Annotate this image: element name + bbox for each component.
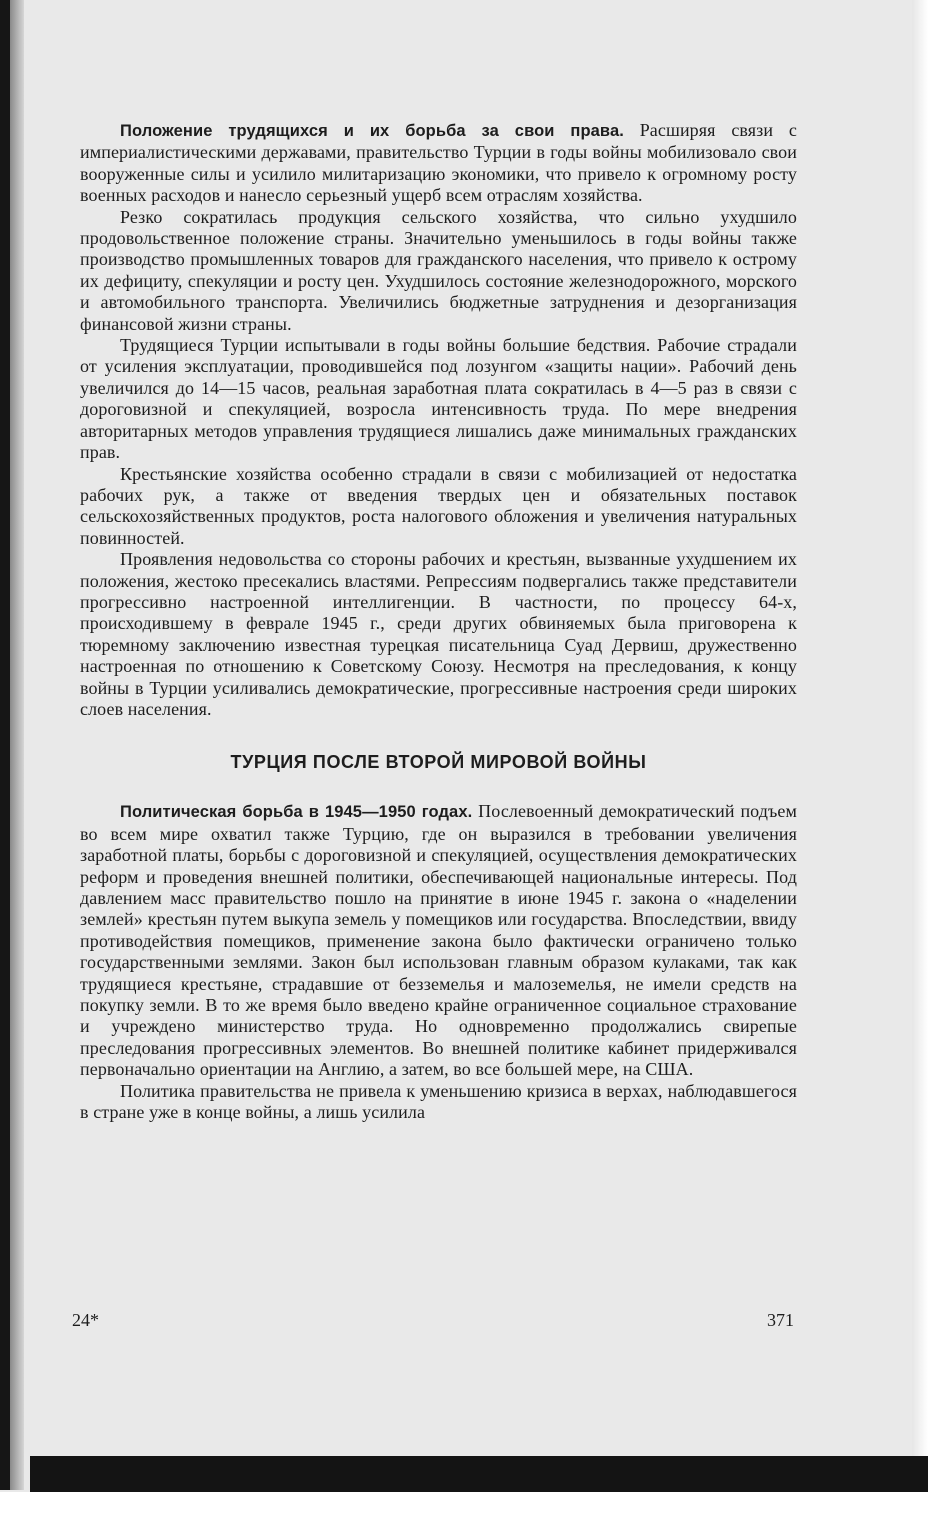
scan-bottom-shadow (30, 1456, 928, 1492)
scan-right-margin (912, 0, 928, 1532)
paragraph-text: Резко сократилась продукция сельского хозяйства, что сильно ухудшило продовольственное положение страны. Значительно уменьшилось в годы войны также производство промышленных товаров для гражданского населения, что привело к острому их дефициту, спекуляции и росту цен. Ухудшилось состояние железнодорожного, морского и автомобильного транспорта. Увеличились бюджетные затруднения и дезорганизация финансовой жизни страны. (80, 206, 797, 334)
scan-left-shadow (0, 0, 10, 1490)
paragraph-lead: Политическая борьба в 1945—1950 годах. (120, 803, 473, 822)
paragraph-text: Политика правительства не привела к уменьшению кризиса в верхах, наблюдавшегося в стране уже в конце войны, а лишь усилила (80, 1080, 797, 1123)
paragraph-lead: Положение трудящихся и их борьба за свои права. (120, 122, 624, 140)
paragraph (80, 207, 797, 335)
page-body (80, 120, 797, 1123)
paragraph-text: Проявления недовольства со стороны рабочих и крестьян, вызванные ухудшением их положения, жестоко пресекались властями. Репрессиям подвергались также представители прогрессивно настроенной интеллигенции. В частности, по процессу 64-х, происходившему в феврале 1945 г., среди других обвиняемых была приговорена к тюремному заключению известная турецкая писательница Суад Дервиш, дружественно настроенная по отношению к Советскому Союзу. Несмотря на преследования, к концу войны в Турции усиливались демократические, прогрессивные настроения среди широких слоев населения. (80, 549, 797, 719)
page-number: 371 (767, 1310, 794, 1330)
page-footer (72, 1310, 794, 1334)
section-heading: ТУРЦИЯ ПОСЛЕ ВТОРОЙ МИРОВОЙ ВОЙНЫ (230, 752, 647, 773)
paragraph (80, 1081, 797, 1124)
paragraph-text: Расширяя связи с империалистическими державами, правительство Турции в годы войны мобилизовало свои вооруженные силы и усилило милитаризацию экономики, что привело к огромному росту военных расходов и нанесло серьезный ущерб всем отраслям хозяйства. (80, 120, 797, 206)
paragraph-text: Послевоенный демократический подъем во всем мире охватил также Турцию, где он выразился в требовании увеличения заработной платы, борьбы с дороговизной и спекуляцией, осуществления демократических реформ и проведения внешней политики, обеспечивающей национальные интересы. Под давлением масс правительство пошло на принятие в июне 1945 г. закона о «наделении землей» крестьян путем выкупа земель у помещиков или государства. Впоследствии, ввиду противодействия помещиков, применение закона было фактически ограничено только государственными землями. Закон был использован главным образом кулаками, так как трудящиеся крестьяне, страдавшие от безземелья и малоземелья, не имели средств на покупку земли. В то же время было введено крайне ограниченное социальное страхование и учреждено министерство труда. Но одновременно продолжались свирепые преследования прогрессивных элементов. Во внешней политике кабинет придерживался первоначально ориентации на Англию, а затем, во все большей мере, на США. (80, 801, 798, 1080)
scan-bottom-margin (0, 1492, 928, 1532)
scan-left-gradient (10, 0, 24, 1490)
paragraph (80, 464, 797, 550)
paragraph (80, 120, 797, 207)
paragraph (80, 335, 797, 463)
paragraph (80, 801, 797, 1080)
paragraph-text: Крестьянские хозяйства особенно страдали в связи с мобилизацией от недостатка рабочих рук, а также от введения твердых цен и обязательных поставок сельскохозяйственных продуктов, роста налогового обложения и увеличения натуральных повинностей. (80, 463, 797, 548)
paragraph (80, 549, 797, 720)
paragraph-text: Трудящиеся Турции испытывали в годы войны большие бедствия. Рабочие страдали от усиления эксплуатации, проводившейся под лозунгом «защиты нации». Рабочий день увеличился до 14—15 часов, реальная заработная плата сократилась в 4—5 раз в связи с дороговизной и спекуляцией, возросла интенсивность труда. По мере внедрения авторитарных методов управления трудящиеся лишались даже минимальных гражданских прав. (80, 335, 797, 463)
printer-signature: 24* (72, 1310, 99, 1330)
